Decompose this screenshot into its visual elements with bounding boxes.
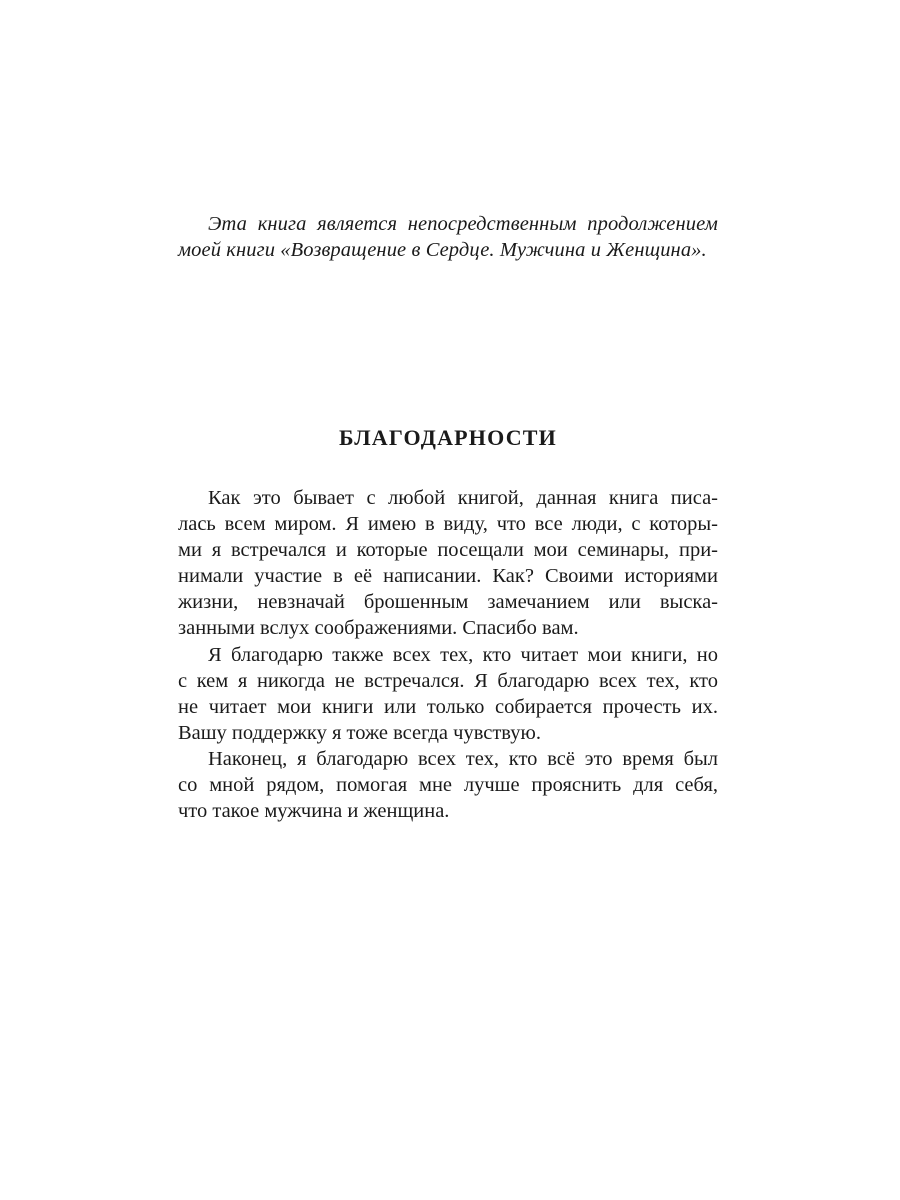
epigraph-line: Эта книга является непосредственным продолжением: [208, 213, 718, 235]
body-line: не читает мои книги или только собирается прочесть их.: [178, 695, 718, 718]
section-title: БЛАГОДАРНОСТИ: [339, 425, 557, 450]
body-line: Как это бывает с любой книгой, данная книга писа-: [208, 487, 718, 509]
body-line: жизни, невзначай брошенным замечанием или выска-: [178, 591, 718, 614]
body-line: Наконец, я благодарю всех тех, кто всё это время был: [208, 747, 718, 770]
body-line: со мной рядом, помогая мне лучше прояснить для себя,: [178, 774, 718, 797]
acknowledgements-body: [178, 485, 718, 824]
epigraph: [178, 211, 718, 263]
body-line: с кем я никогда не встречался. Я благодарю всех тех, кто: [178, 669, 718, 692]
epigraph-line: моей книги «Возвращение в Сердце. Мужчина и Женщина».: [178, 239, 707, 261]
body-line: занными вслух соображениями. Спасибо вам.: [178, 617, 579, 640]
body-line: лась всем миром. Я имею в виду, что все люди, с которы-: [178, 513, 718, 536]
body-line: что такое мужчина и женщина.: [178, 800, 450, 823]
body-line: Я благодарю также всех тех, кто читает мои книги, но: [208, 643, 718, 666]
body-line: нимали участие в её написании. Как? Своими историями: [178, 565, 718, 588]
body-line: Вашу поддержку я тоже всегда чувствую.: [178, 721, 541, 744]
body-line: ми я встречался и которые посещали мои семинары, при-: [178, 539, 718, 562]
